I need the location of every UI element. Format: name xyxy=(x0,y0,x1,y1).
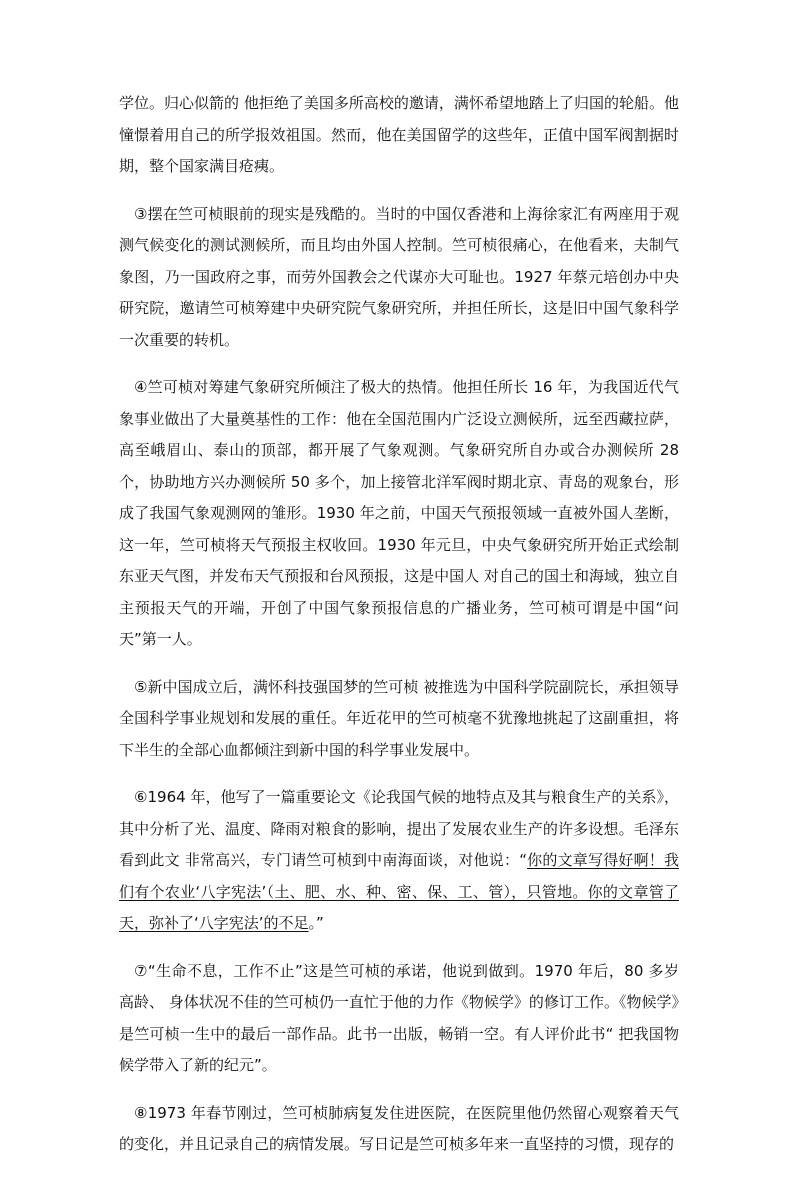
paragraph-3: ③摆在竺可桢眼前的现实是残酷的。当时的中国仅香港和上海徐家汇有两座用于观测气候变化的测试测候所，而且均由外国人控制。竺可桢很痛心，在他看来，夫制气象图，乃一国政府之事，而劳外国教会之代谋亦大可耻也。1927 年蔡元培创办中央研究院，邀请竺可桢筹建中央研究院气象研究所，并担任所长，这是旧中国气象科学一次重要的转机。 xyxy=(119,204,679,349)
paragraph-6-underlined-quote: 你的文章写得好啊！我们有个农业‘八字宪法’（土、肥、水、种、密、保、工、管），只管地。你的文章管了天，弥补了‘八字宪法’的不足 xyxy=(119,851,679,932)
paragraph-6-text: ⑥1964 年，他写了一篇重要论文《论我国气候的地特点及其与粮食生产的关系》，其中分析了光、温度、降雨对粮食的影响，提出了发展农业生产的许多设想。毛泽东看到此文 非常高兴，专门请竺可桢到中南海面谈，对他说：“ xyxy=(119,788,679,869)
document-page xyxy=(119,88,679,1177)
paragraph-7: ⑦“生命不息，工作不止”这是竺可桢的承诺，他说到做到。1970 年后，80 多岁高龄、 身体状况不佳的竺可桢仍一直忙于他的力作《物候学》的修订工作。《物候学》是竺可桢一生中的最后一部作品。此书一出版，畅销一空。有人评价此书“ 把我国物候学带入了新的纪元”。 xyxy=(119,961,679,1074)
paragraph-6-end: 。” xyxy=(308,914,324,932)
paragraph-8: ⑧1973 年春节刚过，竺可桢肺病复发住进医院，在医院里他仍然留心观察着天气的变化，并且记录自己的病情发展。写日记是竺可桢多年来一直坚持的习惯，现存的 xyxy=(119,1103,679,1153)
paragraph-intro: 学位。归心似箭的 他拒绝了美国多所高校的邀请，满怀希望地踏上了归国的轮船。他憧憬着用自己的所学报效祖国。然而，他在美国留学的这些年，正值中国军阀割据时期，整个国家满目疮痍。 xyxy=(119,94,679,175)
paragraph-6 xyxy=(119,782,679,940)
paragraph-4: ④竺可桢对筹建气象研究所倾注了极大的热情。他担任所长 16 年，为我国近代气象事业做出了大量奠基性的工作：他在全国范围内广泛设立测候所，远至西藏拉萨，高至峨眉山、泰山的顶部，都开展了气象观测。气象研究所自办或合办测候所 28 个，协助地方兴办测候所 50 多个，加上接管北洋军阀时期北京、青岛的观象台，形成了我国气象观测网的雏形。1930 年之前，中国天气预报领域一直被外国人垄断，这一年，竺可桢将天气预报主权收回。1930 年元旦，中央气象研究所开始正式绘制东亚天气图，并发布天气预报和台风预报，这是中国人 对自己的国土和海域，独立自主预报天气的开端，开创了中国气象预报信息的广播业务，竺可桢可谓是中国“问天”第一人。 xyxy=(119,378,679,648)
paragraph-5: ⑤新中国成立后，满怀科技强国梦的竺可桢 被推选为中国科学院副院长，承担领导全国科学事业规划和发展的重任。年近花甲的竺可桢毫不犹豫地挑起了这副重担，将下半生的全部心血都倾注到新中国的科学事业发展中。 xyxy=(119,677,679,759)
